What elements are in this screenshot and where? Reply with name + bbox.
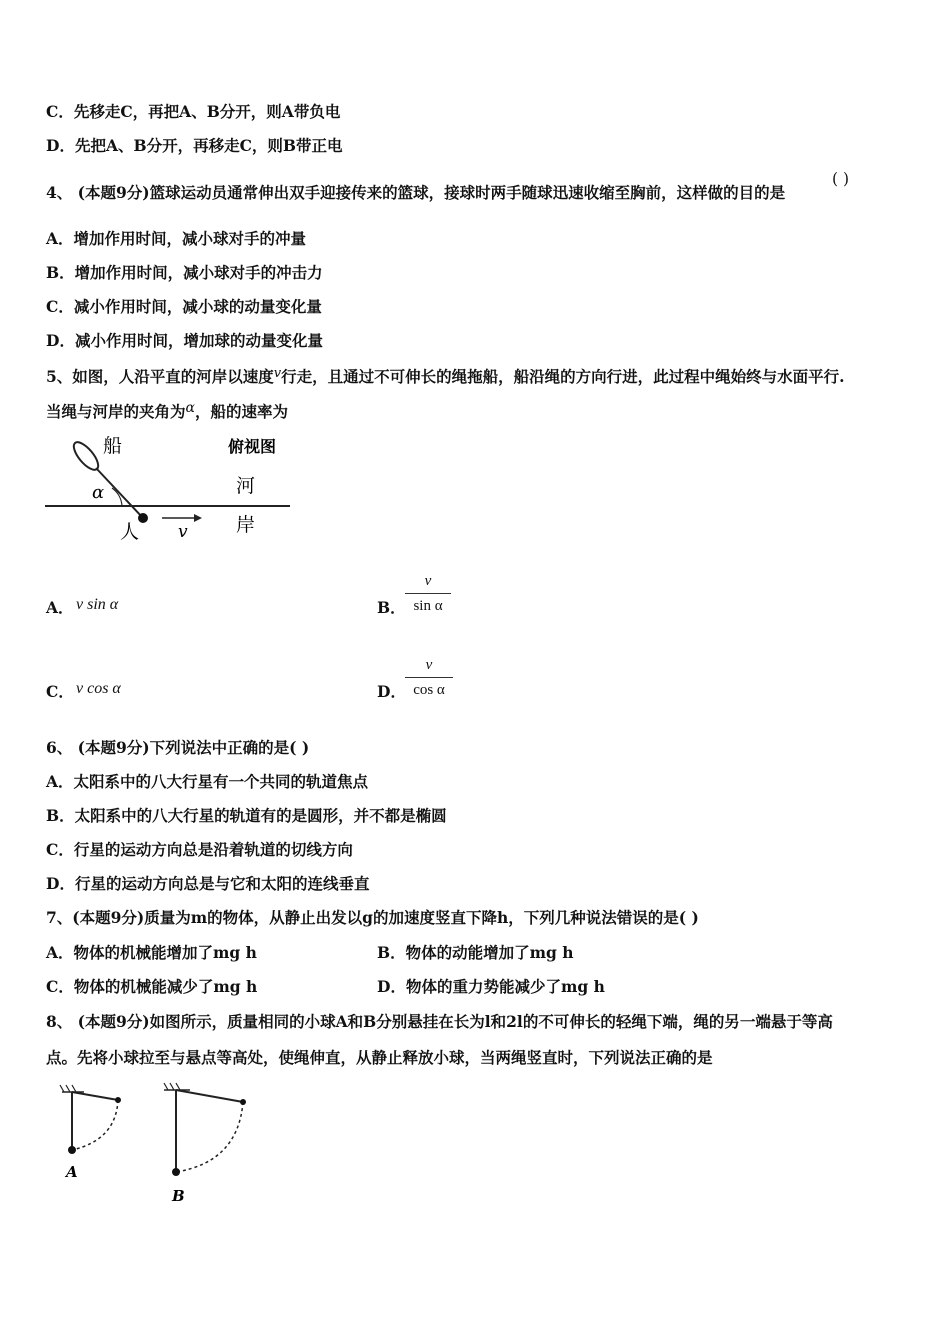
q8-stem-line2: 点。先将小球拉至与悬点等高处，使绳伸直，从静止释放小球，当两绳竖直时，下列说法正确的是 — [46, 1048, 713, 1067]
hatch-b-3 — [176, 1083, 180, 1090]
q4-option-a: A．增加作用时间，减小球对手的冲量 — [46, 229, 307, 248]
hatch-a-1 — [60, 1085, 64, 1092]
string-b-horizontal — [176, 1090, 243, 1102]
q5-v-symbol: v — [273, 366, 282, 381]
q5-option-b-numerator: v — [424, 573, 432, 589]
q5-option-d-denominator: cos α — [413, 682, 445, 698]
path-b — [176, 1102, 243, 1172]
hatch-b-1 — [164, 1083, 168, 1090]
q7-option-a: A．物体的机械能增加了mg h — [46, 943, 257, 962]
ball-a-label: A — [66, 1163, 78, 1181]
q4-option-c: C．减小作用时间，减小球的动量变化量 — [46, 297, 322, 316]
velocity-label: v — [178, 522, 188, 542]
bank-label: 岸 — [236, 514, 256, 536]
q5-stem-part2: 行走，且通过不可伸长的绳拖船，船沿绳的方向行进，此过程中绳始终与水面平行. — [281, 367, 845, 386]
q5-alpha-symbol: α — [185, 400, 195, 416]
q5-stem-line2-part2: ，船的速率为 — [194, 402, 288, 421]
velocity-arrowhead — [194, 514, 202, 522]
ball-b — [172, 1168, 180, 1176]
q5-option-c-label: C． — [46, 682, 74, 701]
q7-option-b: B．物体的动能增加了mg h — [377, 943, 574, 962]
q5-figure — [40, 430, 300, 545]
ball-b-label: B — [172, 1187, 185, 1205]
q5-option-a-expr: v sin α — [76, 596, 119, 613]
q4-option-d: D．减小作用时间，增加球的动量变化量 — [46, 331, 323, 350]
ball-b-start — [240, 1099, 246, 1105]
q5-stem-part1: 5、如图，人沿平直的河岸以速度 — [46, 367, 274, 386]
q7-option-d: D．物体的重力势能减少了mg h — [377, 977, 605, 996]
hatch-b-2 — [170, 1083, 174, 1090]
hatch-a-2 — [66, 1085, 70, 1092]
q5-option-d-fraction-bar — [405, 677, 453, 678]
q6-option-d: D．行星的运动方向总是与它和太阳的连线垂直 — [46, 874, 370, 893]
person-label: 人 — [120, 521, 140, 543]
q6-stem: 6、 (本题9分)下列说法中正确的是( ) — [46, 738, 310, 757]
q5-option-d-fraction — [405, 656, 453, 699]
q5-option-d-label: D． — [377, 682, 406, 701]
q5-option-b-fraction — [405, 572, 451, 615]
river-label: 河 — [236, 475, 256, 497]
q8-figure — [50, 1080, 270, 1210]
q6-option-b: B．太阳系中的八大行星的轨道有的是圆形，并不都是椭圆 — [46, 806, 447, 825]
q5-stem-line2-part1: 当绳与河岸的夹角为 — [46, 402, 186, 421]
q6-option-c: C．行星的运动方向总是沿着轨道的切线方向 — [46, 840, 353, 859]
q4-stem: 4、 (本题9分)篮球运动员通常伸出双手迎接传来的篮球，接球时两手随球迅速收缩至胸前，这样做的目的是 — [46, 183, 786, 202]
q4-option-b: B．增加作用时间，减小球对手的冲击力 — [46, 263, 323, 282]
q5-option-d-numerator: v — [425, 657, 433, 673]
ball-a — [68, 1146, 76, 1154]
q5-option-a-label: A． — [46, 598, 74, 617]
q5-option-b-fraction-bar — [405, 593, 451, 594]
view-label: 俯视图 — [228, 437, 277, 456]
boat-label: 船 — [103, 435, 123, 457]
string-a-horizontal — [72, 1092, 118, 1100]
q6-option-a: A．太阳系中的八大行星有一个共同的轨道焦点 — [46, 772, 369, 791]
q5-stem-line1 — [46, 367, 845, 389]
q5-stem-line2 — [46, 402, 288, 423]
person-dot — [138, 513, 148, 523]
hatch-a-3 — [72, 1085, 76, 1092]
q5-option-b-denominator: sin α — [413, 598, 443, 614]
q3-option-c: C．先移走C，再把A、B分开，则A带负电 — [46, 102, 341, 121]
q5-option-c-expr: v cos α — [76, 680, 121, 697]
q3-option-d: D．先把A、B分开，再移走C，则B带正电 — [46, 136, 343, 155]
path-a — [72, 1100, 118, 1150]
q7-option-c: C．物体的机械能减少了mg h — [46, 977, 258, 996]
q7-stem: 7、(本题9分)质量为m的物体，从静止出发以g的加速度竖直下降h，下列几种说法错误的是( ) — [46, 908, 699, 927]
q5-option-b-label: B． — [377, 598, 406, 617]
angle-label: α — [92, 482, 105, 503]
q4-answer-paren: ( ) — [832, 170, 850, 188]
q8-stem-line1: 8、 (本题9分)如图所示，质量相同的小球A和B分别悬挂在长为l和2l的不可伸长的轻绳下端，绳的另一端悬于等高 — [46, 1012, 833, 1031]
ball-a-start — [115, 1097, 121, 1103]
